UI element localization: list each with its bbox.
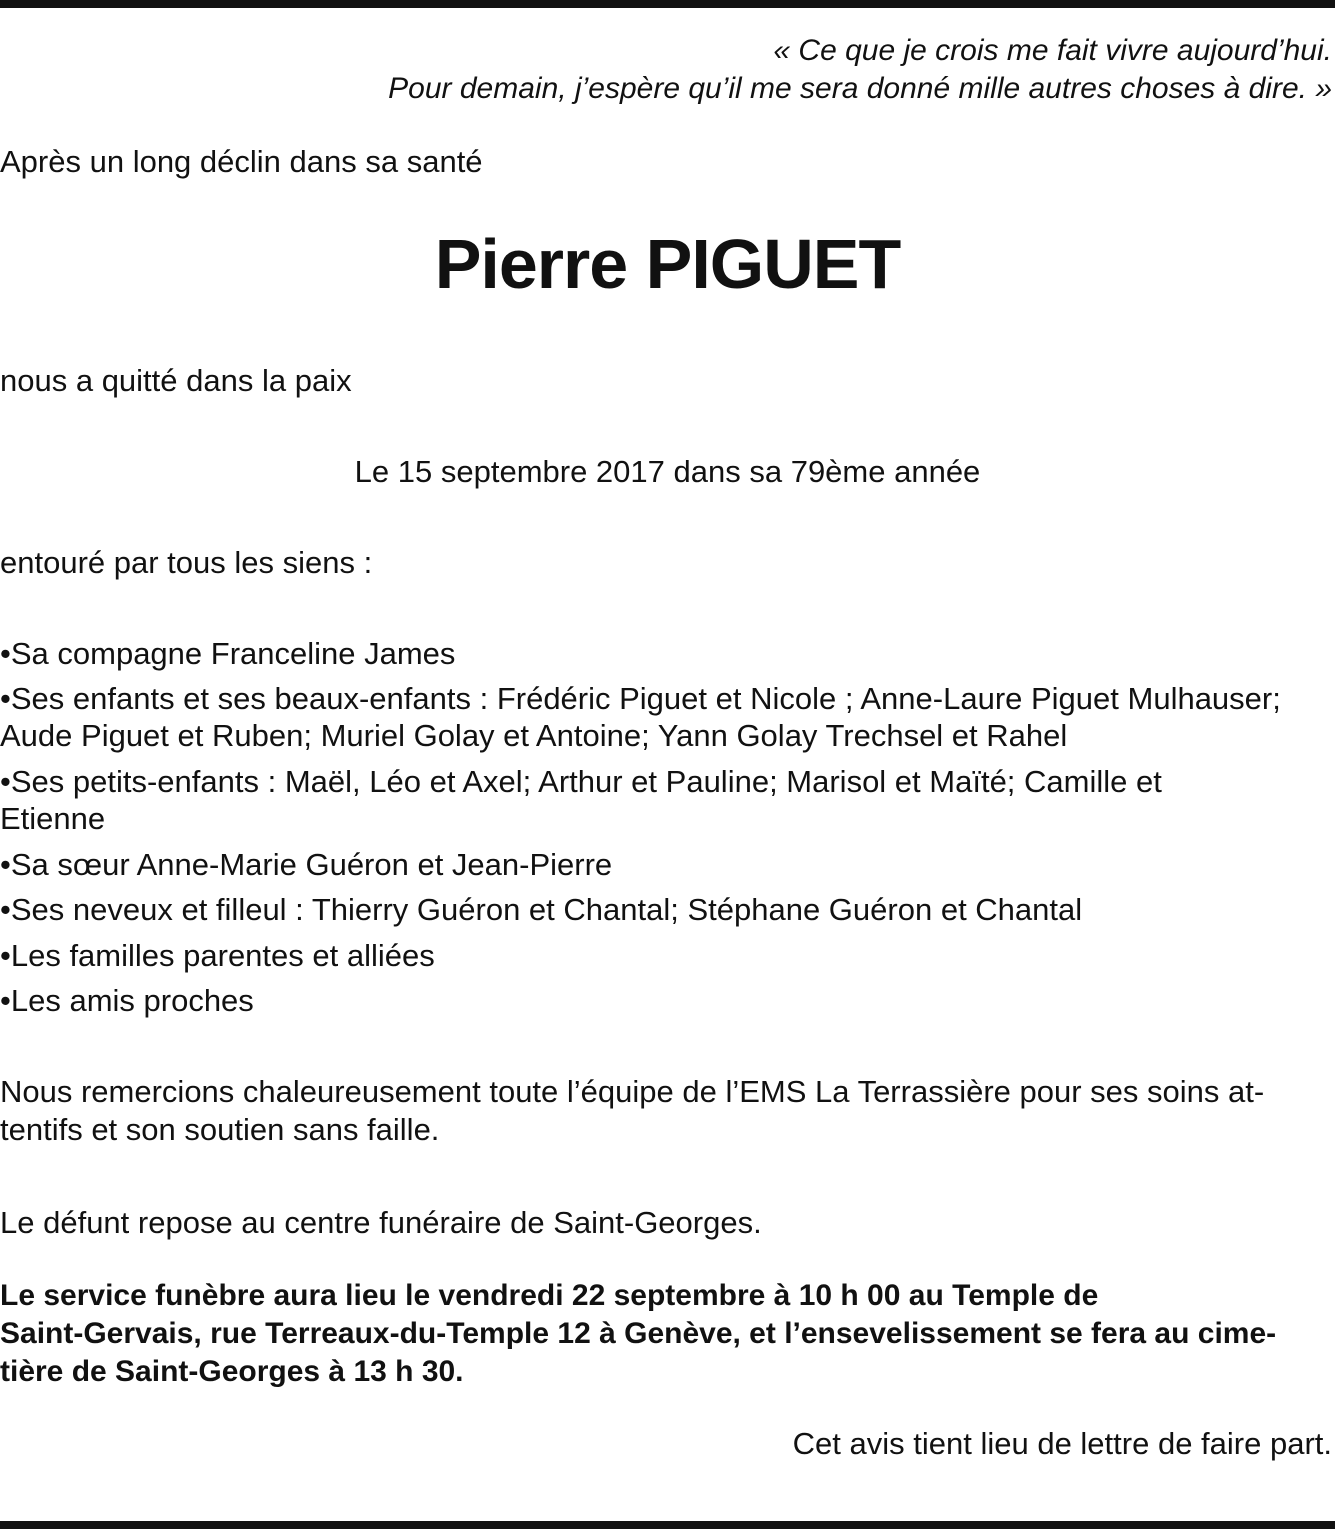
family-item-grandchildren: •Ses petits-enfants : Maël, Léo et Axel; Arthur et Pauline; Marisol et Maïté; Camille et <box>0 764 1162 799</box>
top-rule <box>0 0 1335 8</box>
intro-text: Après un long déclin dans sa santé <box>0 144 483 179</box>
family-item-sister: •Sa sœur Anne-Marie Guéron et Jean-Pierre <box>0 847 613 882</box>
family-item-children: •Ses enfants et ses beaux-enfants : Frédéric Piguet et Nicole ; Anne-Laure Piguet Mulhauser; <box>0 681 1281 716</box>
family-item-nephews: •Ses neveux et filleul : Thierry Guéron et Chantal; Stéphane Guéron et Chantal <box>0 892 1083 927</box>
thanks-line-2: tentifs et son soutien sans faille. <box>0 1112 440 1147</box>
passed-text: nous a quitté dans la paix <box>0 363 352 398</box>
closing-text: Cet avis tient lieu de lettre de faire part. <box>792 1426 1332 1461</box>
service-line-3: tière de Saint-Georges à 13 h 30. <box>0 1355 464 1388</box>
thanks-line-1: Nous remercions chaleureusement toute l’équipe de l’EMS La Terrassière pour ses soins at- <box>0 1074 1265 1109</box>
quote-line-1: « Ce que je crois me fait vivre aujourd’hui. <box>773 34 1332 67</box>
surrounded-text: entouré par tous les siens : <box>0 545 373 580</box>
bottom-rule <box>0 1521 1335 1529</box>
quote-line-2: Pour demain, j’espère qu’il me sera donné mille autres choses à dire. » <box>388 72 1332 105</box>
family-item-grandchildren-cont: Etienne <box>0 801 106 836</box>
deceased-name: Pierre PIGUET <box>434 225 901 303</box>
family-item-friends: •Les amis proches <box>0 983 254 1018</box>
date-line: Le 15 septembre 2017 dans sa 79ème année <box>354 454 981 489</box>
family-item-children-cont: Aude Piguet et Ruben; Muriel Golay et Antoine; Yann Golay Trechsel et Rahel <box>0 718 1068 753</box>
family-item-partner: •Sa compagne Franceline James <box>0 636 456 671</box>
rest-text: Le défunt repose au centre funéraire de Saint-Georges. <box>0 1205 762 1240</box>
family-item-relatives: •Les familles parentes et alliées <box>0 938 435 973</box>
service-line-1: Le service funèbre aura lieu le vendredi 22 septembre à 10 h 00 au Temple de <box>0 1279 1099 1312</box>
service-line-2: Saint-Gervais, rue Terreaux-du-Temple 12 à Genève, et l’ensevelissement se fera au cime- <box>0 1317 1277 1350</box>
